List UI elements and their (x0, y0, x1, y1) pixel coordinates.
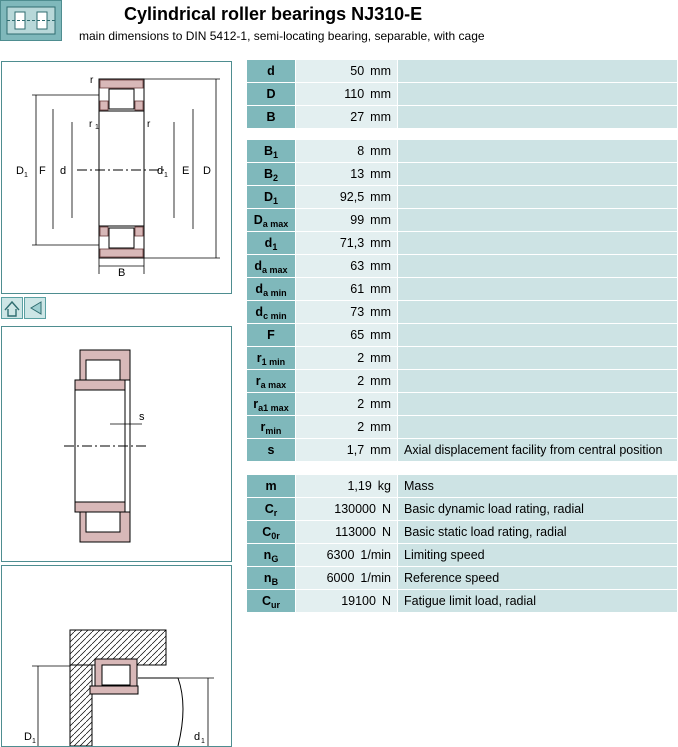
symbol-subscript: a1 max (258, 403, 289, 413)
value-cell (296, 521, 398, 544)
value-unit: mm (370, 236, 391, 250)
symbol-cell (247, 209, 296, 232)
symbol-text: n (263, 571, 272, 585)
svg-text:1: 1 (201, 738, 205, 745)
symbol-text: B (263, 167, 273, 181)
symbol-cell (247, 255, 296, 278)
value-cell (296, 544, 398, 567)
symbol-cell (247, 232, 296, 255)
label-F: F (39, 165, 46, 177)
symbol-text: r (255, 374, 261, 388)
value-number: 2 (357, 420, 365, 434)
symbol-text: F (267, 328, 275, 342)
symbol-subscript: a max (260, 380, 287, 390)
table-row (247, 106, 678, 129)
value-unit: mm (370, 259, 391, 273)
symbol-cell (247, 393, 296, 416)
label-r-right: r (147, 119, 151, 130)
value-cell (296, 324, 398, 347)
table-row (247, 255, 678, 278)
description-cell (398, 163, 678, 186)
symbol-cell (247, 278, 296, 301)
table-row (247, 278, 678, 301)
svg-text:1: 1 (95, 124, 99, 131)
description-cell (398, 370, 678, 393)
symbol-text: d (255, 305, 264, 319)
symbol-text: C (261, 594, 272, 608)
value-unit: mm (370, 420, 391, 434)
table-row (247, 521, 678, 544)
value-number: 50 (350, 64, 365, 78)
table-row (247, 186, 678, 209)
description-cell: Mass (398, 475, 678, 498)
symbol-cell (247, 324, 296, 347)
page-title: Cylindrical roller bearings NJ310-E (124, 4, 423, 24)
table-row (247, 301, 678, 324)
value-unit: N (381, 525, 391, 539)
table-row (247, 232, 678, 255)
up-arrow-home-icon[interactable] (1, 297, 23, 319)
description-cell: Fatigue limit load, radial (398, 590, 678, 613)
table-row (247, 324, 678, 347)
value-unit: mm (370, 397, 391, 411)
symbol-subscript: B (271, 577, 279, 587)
symbol-subscript: 1 min (261, 357, 286, 367)
label-s: s (139, 411, 145, 423)
value-unit: mm (370, 110, 391, 124)
label-D1: D (24, 731, 32, 743)
label-D: D (203, 165, 211, 177)
value-number: 63 (350, 259, 365, 273)
symbol-text: d (267, 64, 275, 78)
description-cell (398, 209, 678, 232)
symbol-text: D (263, 190, 273, 204)
symbol-subscript: 2 (273, 173, 279, 183)
table-row (247, 83, 678, 106)
table-row (247, 163, 678, 186)
description-cell (398, 83, 678, 106)
value-number: 130000 (334, 502, 376, 516)
symbol-subscript: a max (262, 265, 288, 275)
label-d1: d (194, 731, 201, 743)
symbol-cell (247, 140, 296, 163)
symbol-cell (247, 163, 296, 186)
value-number: 99 (350, 213, 365, 227)
value-cell (296, 186, 398, 209)
description-cell (398, 106, 678, 129)
value-cell (296, 60, 398, 83)
value-cell (296, 590, 398, 613)
value-number: 65 (350, 328, 365, 342)
value-number: 1,7 (346, 443, 365, 457)
dimension-drawing (1, 61, 232, 294)
symbol-subscript: ur (271, 600, 281, 610)
description-cell (398, 347, 678, 370)
value-cell (296, 209, 398, 232)
value-number: 8 (357, 144, 365, 158)
return-icon[interactable] (24, 297, 46, 319)
symbol-text: B (266, 110, 276, 124)
label-E: E (182, 165, 190, 177)
value-unit: mm (370, 144, 391, 158)
symbol-cell (247, 567, 296, 590)
symbol-text: d (264, 236, 273, 250)
symbol-cell (247, 106, 296, 129)
table-row (247, 439, 678, 462)
description-cell (398, 232, 678, 255)
description-cell (398, 416, 678, 439)
value-number: 6300 (326, 548, 355, 562)
symbol-cell (247, 498, 296, 521)
description-cell: Limiting speed (398, 544, 678, 567)
value-number: 61 (350, 282, 365, 296)
table-row (247, 140, 678, 163)
table-row (247, 567, 678, 590)
value-cell (296, 393, 398, 416)
value-cell (296, 416, 398, 439)
symbol-cell (247, 416, 296, 439)
value-number: 73 (350, 305, 365, 319)
description-cell (398, 60, 678, 83)
description-cell: Axial displacement facility from central position (398, 439, 678, 462)
symbol-text: d (255, 282, 264, 296)
detail-dimensions-table (246, 139, 678, 462)
svg-text:1: 1 (32, 738, 36, 745)
value-number: 2 (357, 397, 365, 411)
symbol-text: D (253, 213, 263, 227)
value-number: 71,3 (339, 236, 365, 250)
value-number: 13 (350, 167, 365, 181)
displacement-drawing (1, 326, 232, 562)
label-D1: D (16, 165, 24, 177)
label-r1: r (89, 119, 93, 130)
value-unit: mm (370, 443, 391, 457)
table-row (247, 60, 678, 83)
value-cell (296, 567, 398, 590)
table-row (247, 590, 678, 613)
label-d: d (60, 165, 67, 177)
value-unit: mm (370, 213, 391, 227)
value-cell (296, 83, 398, 106)
description-cell (398, 255, 678, 278)
value-cell (296, 475, 398, 498)
symbol-subscript: 1 (273, 150, 279, 160)
description-cell: Reference speed (398, 567, 678, 590)
symbol-subscript: r (273, 508, 278, 518)
value-cell (296, 439, 398, 462)
symbol-cell (247, 370, 296, 393)
symbol-text: s (267, 443, 275, 457)
symbol-subscript: a min (263, 288, 287, 298)
table-row (247, 498, 678, 521)
symbol-cell (247, 60, 296, 83)
table-row (247, 416, 678, 439)
value-unit: N (381, 502, 391, 516)
mounting-drawing (1, 565, 232, 747)
value-number: 110 (344, 87, 365, 101)
symbol-text: C (262, 525, 272, 539)
symbol-subscript: 1 (272, 242, 278, 252)
table-row (247, 544, 678, 567)
value-number: 19100 (341, 594, 376, 608)
label-r-top: r (90, 75, 94, 86)
symbol-text: B (263, 144, 273, 158)
symbol-subscript: c min (263, 311, 287, 321)
value-unit: mm (370, 374, 391, 388)
page-subtitle: main dimensions to DIN 5412-1, semi-locating bearing, separable, with cage (79, 29, 485, 43)
symbol-subscript: 1 (273, 196, 279, 206)
table-row (247, 393, 678, 416)
symbol-text: r (260, 420, 266, 434)
table-row (247, 209, 678, 232)
symbol-text: D (266, 87, 276, 101)
value-number: 1,19 (347, 479, 372, 493)
value-unit: 1/min (360, 571, 391, 585)
value-unit: mm (370, 87, 391, 101)
value-unit: mm (370, 282, 391, 296)
performance-data-table (246, 474, 678, 613)
value-unit: mm (370, 328, 391, 342)
value-number: 113000 (335, 525, 376, 539)
symbol-cell (247, 301, 296, 324)
value-cell (296, 347, 398, 370)
symbol-subscript: a max (262, 219, 289, 229)
value-cell (296, 498, 398, 521)
value-number: 92,5 (339, 190, 365, 204)
value-cell (296, 163, 398, 186)
value-unit: mm (370, 351, 391, 365)
value-number: 6000 (326, 571, 355, 585)
symbol-subscript: min (265, 426, 282, 436)
value-unit: N (381, 594, 391, 608)
value-unit: mm (370, 167, 391, 181)
symbol-cell (247, 439, 296, 462)
label-B: B (118, 267, 126, 279)
symbol-cell (247, 83, 296, 106)
description-cell: Basic dynamic load rating, radial (398, 498, 678, 521)
label-d1: d (157, 165, 164, 177)
value-cell (296, 255, 398, 278)
symbol-text: n (263, 548, 272, 562)
bearing-logo-icon (0, 0, 62, 41)
symbol-text: r (253, 397, 259, 411)
value-unit: mm (370, 305, 391, 319)
svg-text:1: 1 (164, 172, 168, 179)
value-unit: 1/min (360, 548, 391, 562)
description-cell (398, 324, 678, 347)
symbol-cell (247, 590, 296, 613)
symbol-text: C (264, 502, 274, 516)
value-cell (296, 278, 398, 301)
symbol-cell (247, 544, 296, 567)
value-unit: mm (370, 190, 391, 204)
symbol-text: d (254, 259, 263, 273)
table-row (247, 347, 678, 370)
symbol-subscript: G (271, 554, 279, 564)
value-unit: mm (370, 64, 391, 78)
value-cell (296, 232, 398, 255)
main-dimensions-table (246, 59, 678, 129)
svg-text:1: 1 (24, 172, 28, 179)
symbol-cell (247, 347, 296, 370)
value-cell (296, 301, 398, 324)
description-cell: Basic static load rating, radial (398, 521, 678, 544)
value-number: 2 (357, 351, 365, 365)
symbol-text: m (265, 479, 277, 493)
table-row (247, 370, 678, 393)
description-cell (398, 140, 678, 163)
value-cell (296, 370, 398, 393)
value-cell (296, 106, 398, 129)
symbol-cell (247, 475, 296, 498)
description-cell (398, 278, 678, 301)
symbol-subscript: 0r (271, 531, 280, 541)
value-number: 27 (350, 110, 365, 124)
table-row (247, 475, 678, 498)
value-cell (296, 140, 398, 163)
description-cell (398, 186, 678, 209)
nav-toolbar (1, 297, 47, 319)
value-unit: kg (377, 479, 391, 493)
symbol-text: r (256, 351, 262, 365)
description-cell (398, 301, 678, 324)
value-number: 2 (357, 374, 365, 388)
symbol-cell (247, 521, 296, 544)
symbol-cell (247, 186, 296, 209)
description-cell (398, 393, 678, 416)
